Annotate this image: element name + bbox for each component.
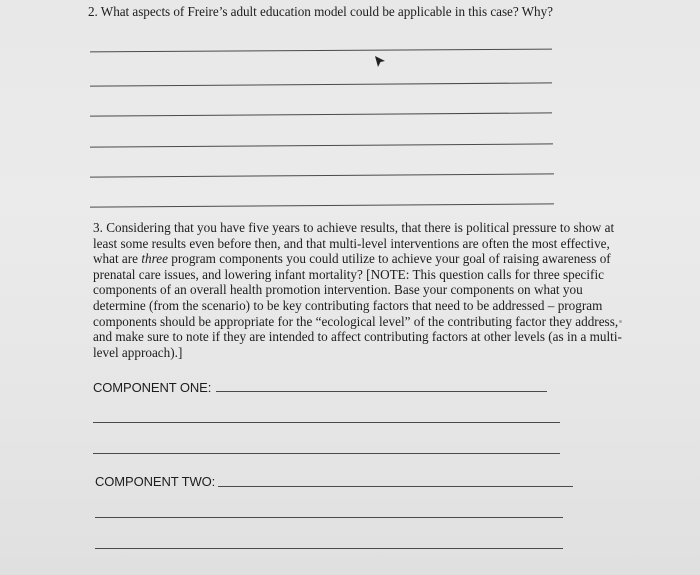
component-two-label: COMPONENT TWO: <box>95 474 216 489</box>
answer-line-q2-3[interactable] <box>90 112 552 116</box>
answer-line-q2-5[interactable] <box>90 173 554 177</box>
component-one-line-1[interactable] <box>216 391 547 392</box>
component-two-line-3[interactable] <box>95 548 563 549</box>
component-one-line-3[interactable] <box>93 453 560 454</box>
speck <box>619 320 622 323</box>
question-3-text <box>93 220 628 360</box>
question-3-part1: 3. Considering that you have five years to achieve results, that there is political pressure to show at least some results even before then, and that multi-level interventions are often the most effective, what are <box>93 220 615 267</box>
component-one-line-2[interactable] <box>93 422 560 423</box>
component-two-line-1[interactable] <box>218 486 573 487</box>
answer-line-q2-1[interactable] <box>90 49 552 53</box>
component-one-label: COMPONENT ONE: <box>93 380 212 395</box>
question-2-text: 2. What aspects of Freire’s adult education model could be applicable in this case? Why? <box>88 4 553 19</box>
mouse-pointer-icon <box>374 55 386 69</box>
question-3-part2: program components you could utilize to achieve your goal of raising awareness of prenatal care issues, and lowering infant mortality? [NOTE: This question calls for three specific components of an overall health promotion intervention. Base your components on what you determine (from the scenario) to be key contributing factors that need to be addressed – program components should be appropriate for the “ecological level” of the contributing factor they address, and make sure to note if they are intended to affect contributing factors at other levels (as in a multi-level approach).] <box>93 251 622 360</box>
answer-line-q2-6[interactable] <box>90 203 554 207</box>
answer-line-q2-2[interactable] <box>90 82 552 86</box>
component-two-line-2[interactable] <box>95 517 563 518</box>
answer-line-q2-4[interactable] <box>90 143 553 147</box>
question-3-emphasis: three <box>141 251 168 267</box>
